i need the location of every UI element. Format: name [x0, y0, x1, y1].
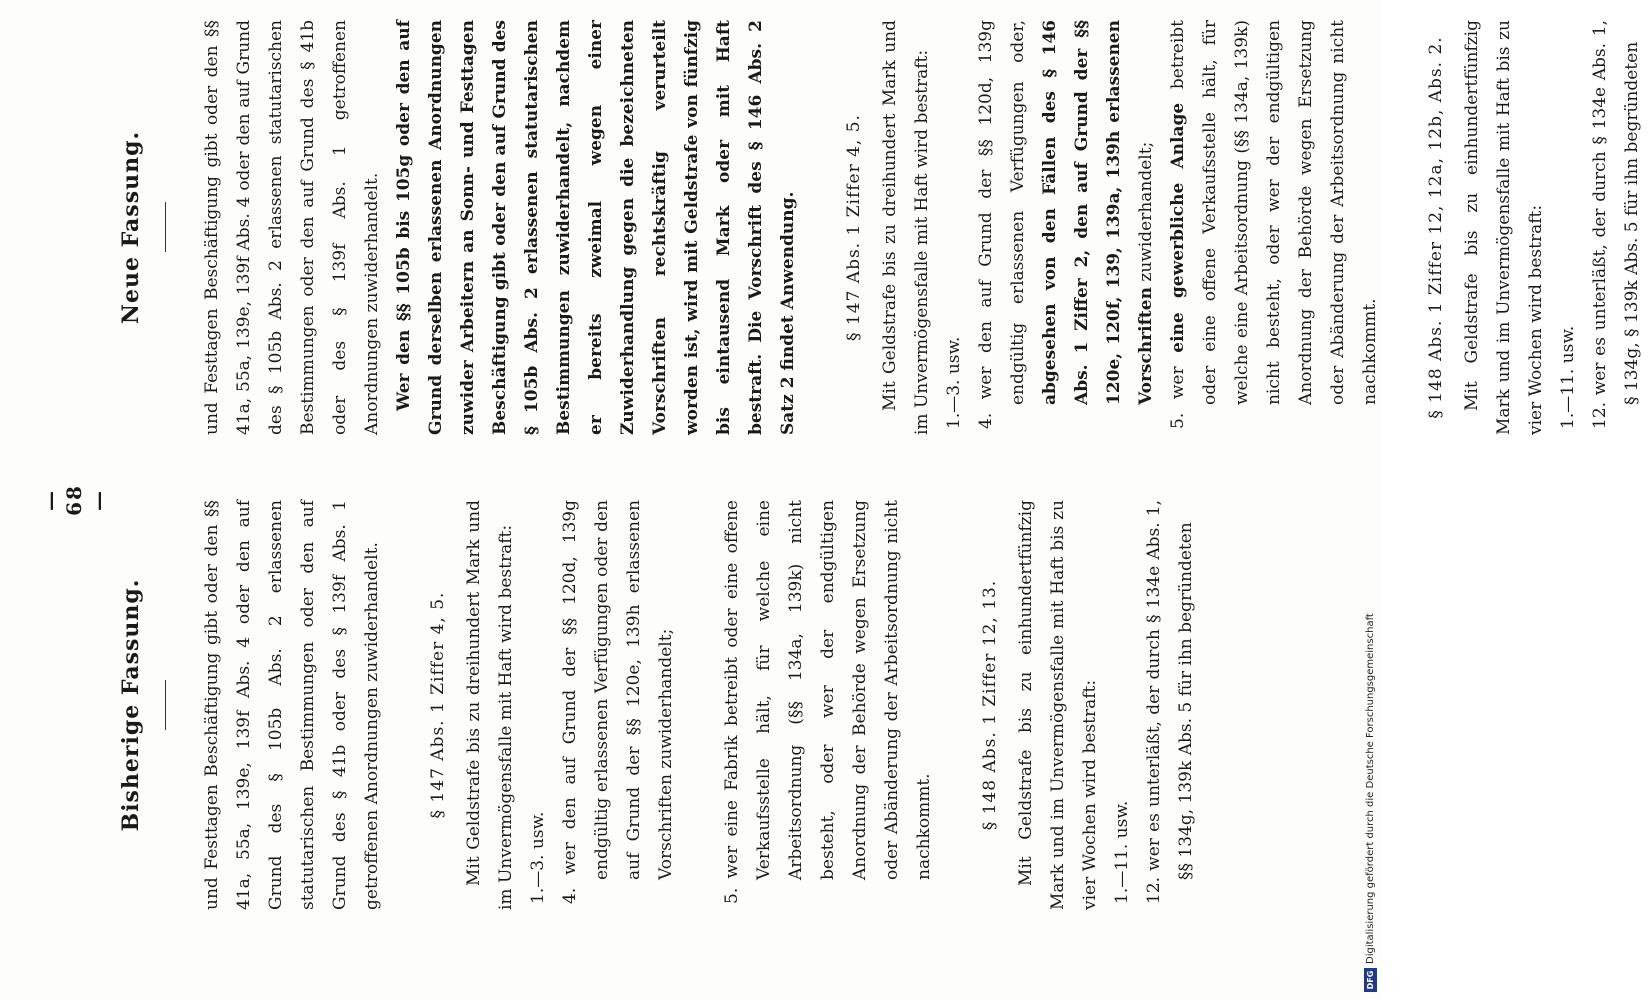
new-heading: Neue Fassung.	[118, 130, 144, 325]
dfg-logo-icon: DFG	[1364, 968, 1377, 992]
new-s147-item-4-end: zuwiderhandelt;	[1136, 141, 1156, 288]
old-s148-title: § 148 Abs. 1 Ziffer 12, 13.	[980, 579, 1000, 831]
old-s148-item-12: 12. wer es unterläßt, der durch § 134e Abs. 1, §§ 134g, 139k Abs. 5 für ihn begründeten	[1144, 500, 1196, 904]
new-s147-item-5	[1162, 20, 1386, 435]
new-s148-lead: Mit Geldstrafe bis zu einhundertfünfzig Mark und im Unvermögensfalle mit Haft bis zu vier Wochen wird bestraft:	[1462, 20, 1546, 435]
old-s148-item-1-11: 1.—11. usw.	[1112, 800, 1132, 904]
new-s147-item-4-start: 4. wer den auf Grund der §§ 120d, 139g endgültig erlassenen Verfügungen oder,	[976, 20, 1028, 429]
old-s148-lead: Mit Geldstrafe bis zu einhundertfünfzig Mark und im Unvermögensfalle mit Haft bis zu vier Wochen wird bestraft:	[1016, 500, 1100, 910]
column-new-version	[115, 20, 1648, 435]
new-added-paragraph: Wer den §§ 105b bis 105g oder den auf Grund derselben erlassenen Anordnungen zuwider Arbeitern an Sonn- und Festtagen Beschäftigung gibt oder den auf Grund des § 105b Abs. 2 erlassenen statutarischen Bestimmungen zuwiderhandelt, nachdem er bereits zweimal wegen einer Zuwiderhandlung gegen die bezeichneten Vorschriften rechtskräftig verurteilt worden ist, wird mit Geldstrafe von fünfzig bis eintausend Mark oder mit Haft bestraft. Die Vorschrift des § 146 Abs. 2 Satz 2 findet Anwendung.	[394, 20, 798, 435]
old-s147-item-4: 4. wer den auf Grund der §§ 120d, 139g endgültig erlassenen Verfügungen oder den auf Grund der §§ 120e, 139h erlassenen Vorschriften zuwiderhandelt;	[560, 500, 676, 904]
new-s147-item-4	[970, 20, 1162, 435]
new-s147-item-4-inserted: abgesehen von den Fällen des § 146 Abs. 1 Ziffer 2, den auf Grund der §§ 120e, 120f, 139, 139a, 139h erlassenen Vorschriften	[1040, 20, 1156, 405]
old-s147-item-1-3: 1.—3. usw.	[528, 811, 548, 904]
footer-credit-text: Digitalisierung gefördert durch die Deutsche Forschungsgemeinschaft	[1364, 613, 1376, 964]
new-s148-item-12: 12. wer es unterläßt, der durch § 134e Abs. 1, § 134g, § 139k Abs. 5 für ihn begründeten	[1590, 20, 1642, 429]
old-heading-rule	[165, 680, 166, 730]
new-s147-title: § 147 Abs. 1 Ziffer 4, 5.	[844, 114, 864, 341]
new-s147-lead: Mit Geldstrafe bis zu dreihundert Mark und im Unvermögensfalle mit Haft wird bestraft:	[880, 20, 932, 435]
new-s148-item-1-11: 1.—11. usw.	[1558, 325, 1578, 429]
old-heading: Bisherige Fassung.	[118, 578, 144, 832]
new-s147-item-5-start: 5. wer	[1168, 352, 1188, 429]
old-s147-item-5: 5. wer eine Fabrik betreibt oder eine offene Verkaufsstelle hält, für welche eine Arbeitsordnung (§§ 134a, 139k) nicht besteht, oder wer der endgültigen Anordnung der Behörde wegen Ersetzung oder Abänderung der Arbeitsordnung nicht nachkommt.	[722, 500, 934, 904]
page-number: — 68 —	[38, 484, 110, 516]
new-s147-item-5-inserted: eine gewerbliche Anlage	[1168, 102, 1188, 353]
old-intro: und Festtagen Beschäftigung gibt oder den §§ 41a, 55a, 139e, 139f Abs. 4 oder den auf Grund des § 105b Abs. 2 erlassenen statutarischen Bestimmungen oder den auf Grund des § 41b oder des § 139f Abs. 1 getroffenen Anordnungen zuwiderhandelt.	[202, 500, 382, 910]
dfg-footer	[1361, 613, 1379, 992]
new-s147-item-5-end: betreibt oder eine offene Verkaufsstelle hält, für welche eine Arbeitsordnung (§§ 134a, 139k) nicht besteht, oder wer der endgültigen Anordnung der Behörde wegen Ersetzung oder Abänderung der Arbeitsordnung nicht nachkommt.	[1168, 20, 1380, 405]
old-s147-lead: Mit Geldstrafe bis zu dreihundert Mark und im Unvermögensfalle mit Haft wird bestraft:	[464, 500, 516, 910]
new-intro: und Festtagen Beschäftigung gibt oder den §§ 41a, 55a, 139e, 139f Abs. 4 oder den auf Grund des § 105b Abs. 2 erlassenen statutarischen Bestimmungen oder den auf Grund des § 41b oder des § 139f Abs. 1 getroffenen Anordnungen zuwiderhandelt.	[202, 20, 382, 435]
new-s148-title: § 148 Abs. 1 Ziffer 12, 12a, 12b, Abs. 2.	[1426, 36, 1446, 419]
old-s147-title: § 147 Abs. 1 Ziffer 4, 5.	[428, 591, 448, 819]
column-old-version	[115, 500, 1202, 910]
new-heading-rule	[165, 203, 166, 253]
new-s147-item-1-3: 1.—3. usw.	[944, 336, 964, 429]
